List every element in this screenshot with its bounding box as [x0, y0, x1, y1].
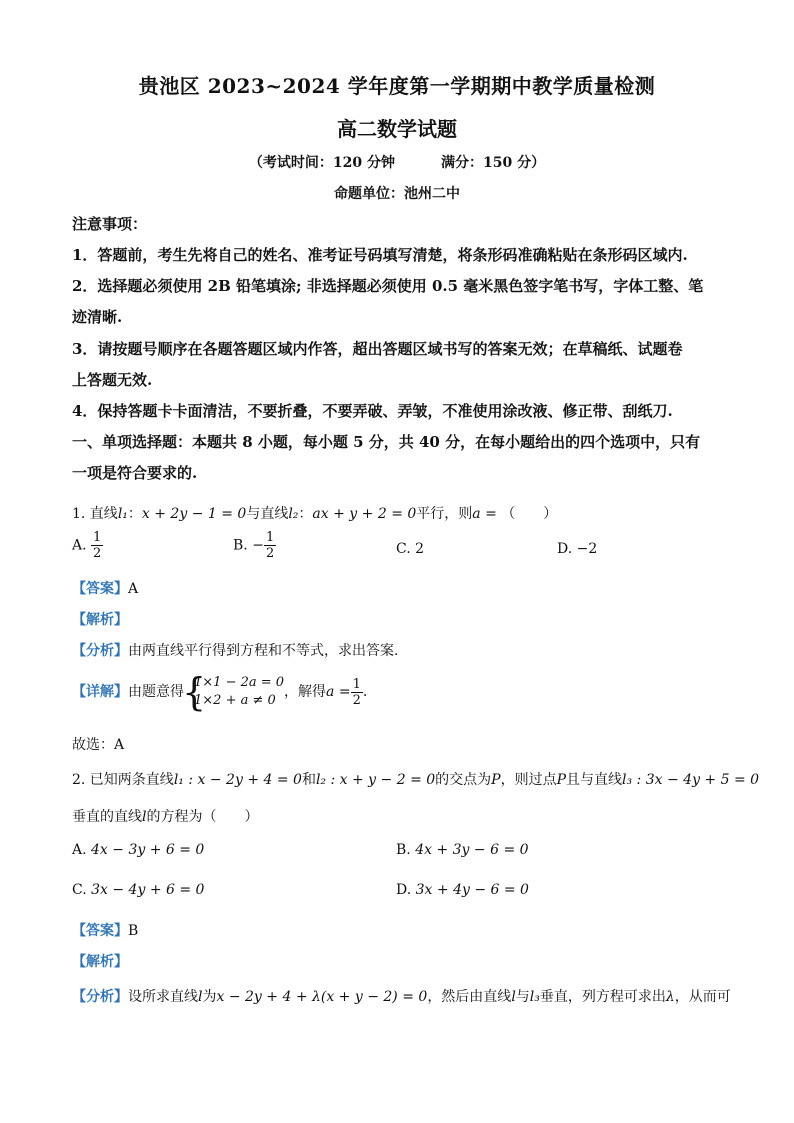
exam-title: 贵池区 2023~2024 学年度第一学期期中教学质量检测	[138, 74, 656, 98]
q2-option-a[interactable]: A. 4x − 3y + 6 = 0	[72, 842, 205, 858]
fraction: $\frac{1}{2}$	[265, 530, 275, 561]
notice-item-3: 3．请按题号顺序在各题答题区域内作答，超出答题区域书写的答案无效；在草稿纸、试题卷	[72, 340, 683, 358]
q1-eq1: x + 2y − 1 = 0	[141, 506, 247, 522]
q1-choose: 故选：A	[72, 737, 125, 753]
notice-item-4: 4．保持答题卡卡面清洁，不要折叠，不要弄破、弄皱，不准使用涂改液、修正带、刮纸刀.	[72, 402, 673, 420]
q1-answer: 【答案】A	[72, 581, 139, 597]
q1-analysis-tag: 【解析】	[72, 612, 128, 628]
q1-detail: 【详解】由题意得 { 1×1 − 2a = 0 1×2 + a ≠ 0 ，解得a = $\frac{1}{2}$ .	[72, 670, 368, 714]
q1-option-b[interactable]: B. − $\frac{1}{2}$	[233, 530, 275, 561]
exam-score: 满分：150 分）	[441, 155, 546, 171]
exam-subtitle: 高二数学试题	[337, 117, 457, 141]
q2-fenxi: 【分析】设所求直线l为x − 2y + 4 + λ(x + y − 2) = 0，然后由直线l与l₃垂直，列方程可求出λ，从而可	[72, 989, 731, 1005]
exam-info	[0, 152, 794, 172]
q2-option-c[interactable]: C. 3x − 4y + 6 = 0	[72, 882, 205, 898]
q1-option-d[interactable]: D. −2	[557, 541, 598, 557]
exam-unit: 命题单位：池州二中	[334, 186, 460, 202]
notice-item-2: 2．选择题必须使用 2B 铅笔填涂; 非选择题必须使用 0.5 毫米黑色签字笔书写，字体工整、笔	[72, 277, 704, 295]
fraction: $\frac{1}{2}$	[352, 676, 361, 708]
notice-item-3-cont: 上答题无效.	[72, 371, 153, 389]
exam-time: （考试时间：120 分钟	[248, 155, 395, 171]
q1-eq2: ax + y + 2 = 0	[312, 506, 417, 522]
notice-item-2-cont: 迹清晰.	[72, 308, 123, 326]
section-1-heading: 一、单项选择题：本题共 8 小题，每小题 5 分，共 40 分，在每小题给出的四个选项中，只有	[72, 433, 701, 451]
q2-option-b[interactable]: B. 4x + 3y − 6 = 0	[396, 842, 529, 858]
notice-heading: 注意事项：	[72, 215, 148, 233]
q2-stem: 2. 已知两条直线l₁ : x − 2y + 4 = 0和l₂ : x + y − 2 = 0的交点为P，则过点P且与直线l₃ : 3x − 4y + 5 = 0	[72, 772, 760, 788]
fraction: $\frac{1}{2}$	[93, 530, 102, 561]
q1-option-c[interactable]: C. 2	[396, 541, 425, 557]
q1-fenxi: 【分析】由两直线平行得到方程和不等式，求出答案.	[72, 643, 399, 659]
q2-option-d[interactable]: D. 3x + 4y − 6 = 0	[396, 882, 529, 898]
q2-answer: 【答案】B	[72, 923, 139, 939]
notice-item-1: 1．答题前，考生先将自己的姓名、准考证号码填写清楚，将条形码准确粘贴在条形码区域内.	[72, 246, 688, 264]
section-1-heading-cont: 一项是符合要求的.	[72, 464, 198, 482]
equation-system: { 1×1 − 2a = 0 1×2 + a ≠ 0	[182, 670, 285, 714]
q1-stem: 1. 直线l₁：x + 2y − 1 = 0与直线l₂：ax + y + 2 = 0平行，则a = （ ）	[72, 506, 558, 522]
q1-option-a[interactable]: A. $\frac{1}{2}$	[72, 530, 102, 561]
q2-analysis-tag: 【解析】	[72, 954, 128, 970]
q2-stem-cont: 垂直的直线l的方程为（ ）	[72, 809, 259, 825]
